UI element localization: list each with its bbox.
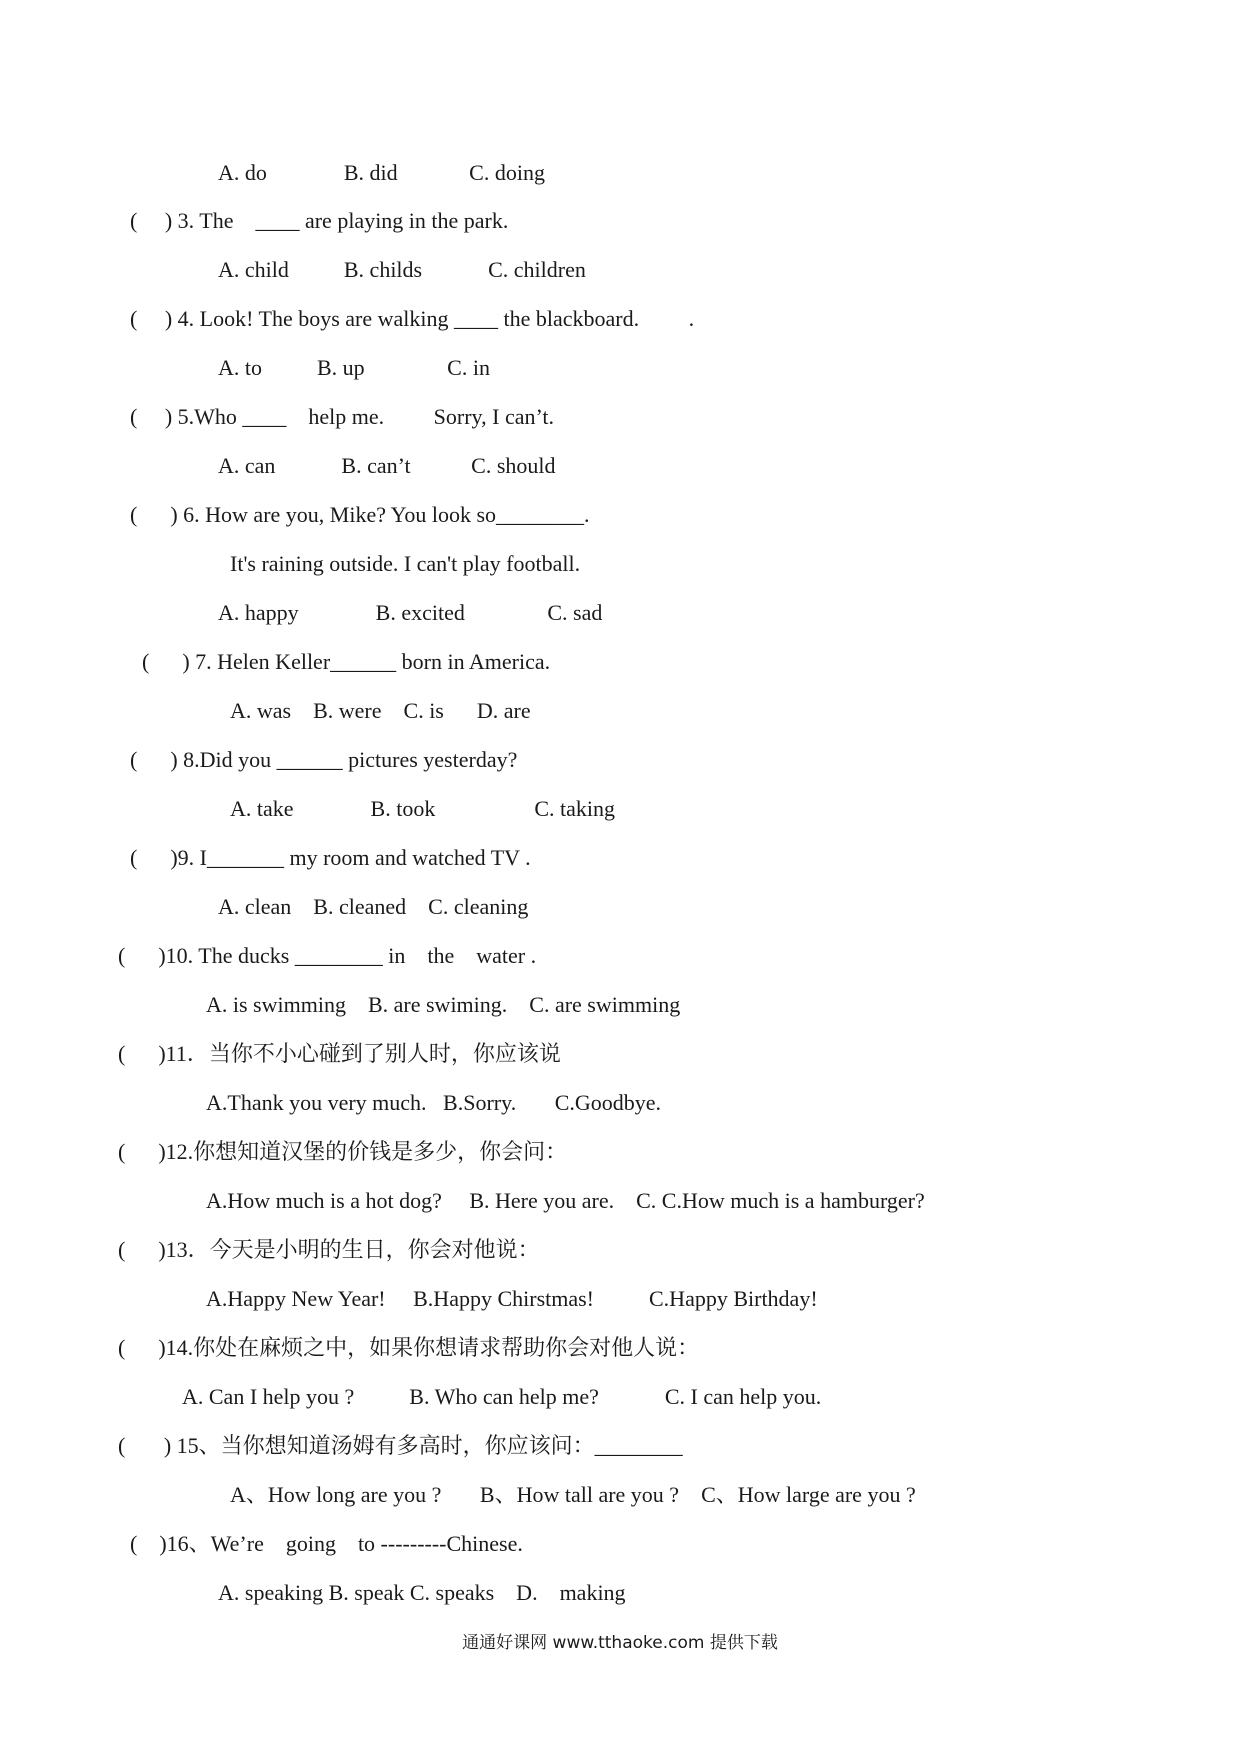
- options-q5: A. can B. can’t C. should: [218, 453, 556, 478]
- question-6: ( ) 6. How are you, Mike? You look so________.: [130, 502, 590, 527]
- options-q15: A、How long are you ? B、How tall are you ? C、How large are you ?: [230, 1482, 916, 1507]
- options-q4: A. to B. up C. in: [218, 355, 490, 380]
- question-3: ( ) 3. The ____ are playing in the park.: [130, 208, 509, 233]
- options-q2: A. do B. did C. doing: [218, 160, 545, 185]
- options-q13: A.Happy New Year! B.Happy Chirstmas! C.Happy Birthday!: [206, 1286, 818, 1311]
- options-q6: A. happy B. excited C. sad: [218, 600, 603, 625]
- options-q8: A. take B. took C. taking: [230, 796, 615, 821]
- page-footer: 通通好课网 www.tthaoke.com 提供下载: [462, 1633, 778, 1653]
- question-14: ( )14.你处在麻烦之中，如果你想请求帮助你会对他人说：: [118, 1335, 700, 1360]
- options-q9: A. clean B. cleaned C. cleaning: [218, 894, 529, 919]
- question-4: ( ) 4. Look! The boys are walking ____ the blackboard. .: [130, 306, 695, 331]
- options-q16: A. speaking B. speak C. speaks D. making: [218, 1580, 626, 1605]
- options-q12: A.How much is a hot dog? B. Here you are. C. C.How much is a hamburger?: [206, 1188, 925, 1213]
- options-q10: A. is swimming B. are swiming. C. are swimming: [206, 992, 681, 1017]
- question-16: ( )16、We’re going to ---------Chinese.: [130, 1531, 523, 1556]
- question-5: ( ) 5.Who ____ help me. Sorry, I can’t.: [130, 404, 555, 429]
- question-8: ( ) 8.Did you ______ pictures yesterday?: [130, 747, 518, 772]
- options-q11: A.Thank you very much. B.Sorry. C.Goodbye.: [206, 1090, 662, 1115]
- options-q14: A. Can I help you ? B. Who can help me? C. I can help you.: [182, 1384, 822, 1409]
- options-q7: A. was B. were C. is D. are: [230, 698, 531, 723]
- question-10: ( )10. The ducks ________ in the water .: [118, 943, 537, 968]
- question-15: ( ) 15、当你想知道汤姆有多高时，你应该问：________: [118, 1433, 683, 1458]
- question-7: ( ) 7. Helen Keller______ born in America.: [142, 649, 551, 674]
- question-13: ( )13．今天是小明的生日，你会对他说：: [118, 1237, 540, 1262]
- options-q3: A. child B. childs C. children: [218, 257, 586, 282]
- question-9: ( )9. I_______ my room and watched TV .: [130, 845, 531, 870]
- question-11: ( )11．当你不小心碰到了别人时，你应该说: [118, 1041, 561, 1066]
- question-6-context: It's raining outside. I can't play football.: [230, 551, 581, 576]
- question-12: ( )12.你想知道汉堡的价钱是多少，你会问：: [118, 1139, 568, 1164]
